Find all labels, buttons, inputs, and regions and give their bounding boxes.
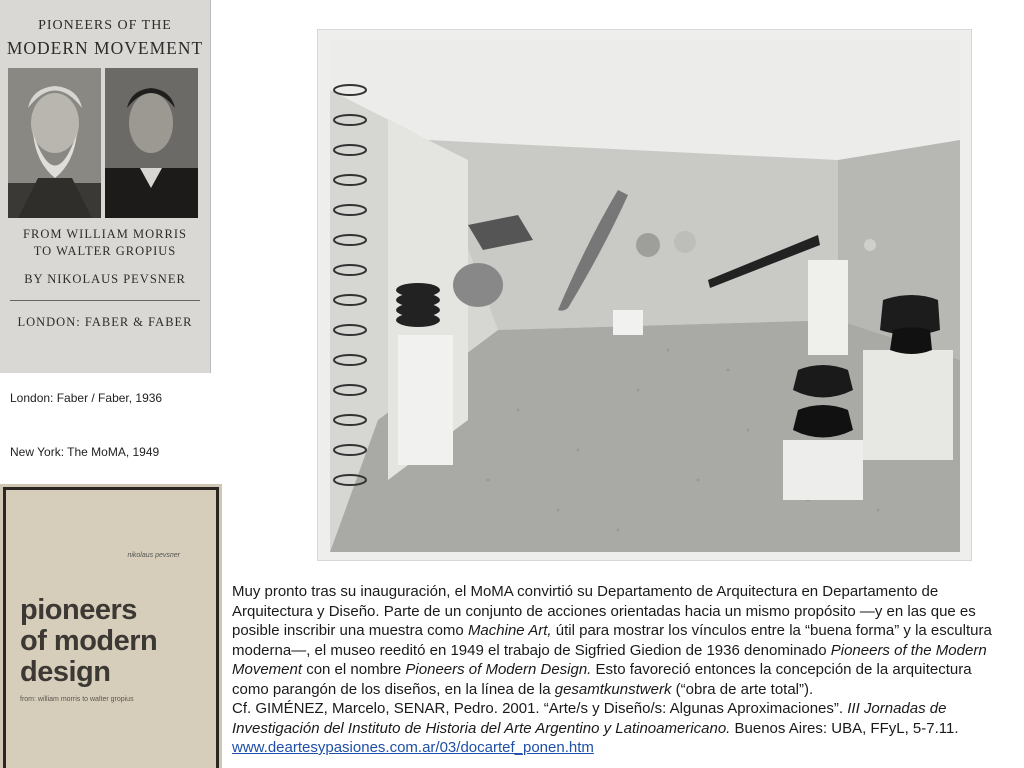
cover-subtitle: from: william morris to walter gropius [20, 696, 134, 703]
cover-subtitle-line1: FROM WILLIAM MORRIS [23, 227, 187, 241]
portrait-walter-gropius [105, 68, 198, 218]
cover-title-line1: pioneers [20, 594, 137, 626]
body-segment: Muy pronto tras su inauguración, el MoMA convirtió su Departamento de Arquitectura en Departamento de Arquitectura y Diseño. Parte de un conjunto de acciones orientadas hacia un mismo propósito —y en las que es posible inscribir una muestra como [232, 583, 976, 639]
cover-title-line1: PIONEERS OF THE [38, 18, 172, 33]
body-paragraph-1 [232, 582, 1012, 699]
body-italic-pioneers-movement: Pioneers of the Modern Movement [232, 641, 987, 678]
citation-segment: Cf. GIMÉNEZ, Marcelo, SENAR, Pedro. 2001. “Arte/s y Diseño/s: Algunas Aproximaciones”. [232, 700, 848, 717]
exhibition-photo-drawing [318, 30, 971, 560]
body-segment: útil para mostrar los vínculos entre la “buena forma” y la escultura moderna—, el museo reeditó en 1949 el trabajo de Sigfried Giedion de 1936 denominado [232, 622, 992, 659]
cover-author: nikolaus pevsner [127, 552, 180, 559]
portrait-william-morris [8, 68, 101, 218]
body-segment: con el nombre [302, 661, 406, 678]
citation-italic: III Jornadas de Investigación del Instituto de Historia del Arte Argentino y Latinoamericano. [232, 700, 947, 737]
citation-segment: Buenos Aires: UBA, FFyL, 5-7.11. [730, 719, 959, 737]
cover-title-line2: of modern [20, 625, 158, 657]
body-italic-gesamtkunstwerk: gesamtkunstwerk [554, 680, 672, 698]
cover-publisher: LONDON: FABER & FABER [17, 315, 193, 329]
caption-london-1936: London: Faber / Faber, 1936 [10, 391, 163, 405]
exhibition-photo [318, 30, 971, 560]
cover-author: BY NIKOLAUS PEVSNER [24, 272, 186, 286]
source-link[interactable]: www.deartesypasiones.com.ar/03/docartef_ponen.htm [232, 739, 594, 756]
cover-divider [10, 300, 200, 301]
body-segment: Esto favoreció entonces la concepción de la arquitectura como parangón de los diseños, en la línea de la [232, 661, 972, 698]
body-italic-pioneers-design: Pioneers of Modern Design. [405, 661, 592, 678]
cover-title-line2: MODERN MOVEMENT [6, 38, 204, 58]
cover-title-line3: design [20, 656, 111, 688]
book-cover-1936 [0, 0, 211, 373]
citation [232, 699, 1012, 738]
book-cover-1949 [0, 484, 222, 768]
body-italic-machine-art: Machine Art, [467, 622, 552, 639]
cover-subtitle-line2: TO WALTER GROPIUS [33, 244, 177, 258]
caption-newyork-1949: New York: The MoMA, 1949 [10, 445, 160, 459]
body-text [232, 582, 1012, 758]
body-segment: (“obra de arte total”). [671, 680, 814, 698]
cover-frame [3, 487, 219, 768]
